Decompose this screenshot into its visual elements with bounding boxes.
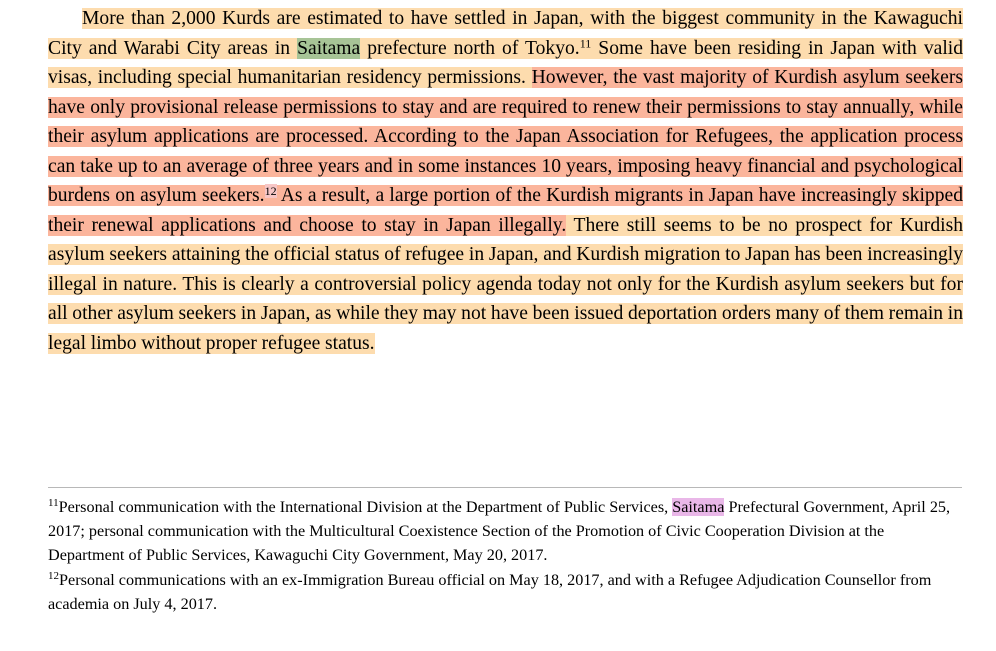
footnote-text: Personal communications with an ex-Immigration Bureau official on May 18, 2017, and with a Refugee Adjudication Counsellor from academia on July 4, 2017. (48, 570, 932, 613)
footnote-ref-12[interactable]: 12 (264, 183, 277, 198)
text-segment: prefecture north of Tokyo. (360, 37, 580, 59)
highlight-saitama-footnote: Saitama (672, 498, 725, 516)
footnote-number: 11 (48, 496, 59, 509)
highlight-salmon (48, 67, 963, 236)
footnote-divider (48, 487, 962, 488)
footnotes (48, 495, 963, 616)
footnote-number: 12 (48, 569, 59, 582)
body-paragraph (48, 4, 963, 359)
text-segment: As a result, a large portion of the Kurdish migrants in Japan have increasingly skipped their renewal applications and choose to stay in Japan illegally. (48, 185, 963, 236)
text-segment: Some have been residing in Japan with valid visas, including special humanitarian residency permissions. (48, 37, 963, 89)
footnote-12 (48, 568, 963, 616)
text-segment: More than 2,000 Kurds are estimated to have settled in Japan, with the biggest community in the Kawaguchi City and Warabi City areas in (48, 8, 963, 59)
footnote-11 (48, 495, 963, 568)
footnote-text: Prefectural Government, April 25, 2017; personal communication with the Multicultural Coexistence Section of the Promotion of Civic Cooperation Division at the Department of Public Services, Kawaguchi City Government, May 20, 2017. (48, 498, 951, 565)
footnote-ref-11[interactable]: 11 (579, 35, 592, 50)
highlight-yellow: There still seems to be no prospect for Kurdish asylum seekers attaining the official status of refugee in Japan, and Kurdish migration to Japan has been increasingly illegal in nature. This is clearly a controversial policy agenda today not only for the Kurdish asylum seekers but for all other asylum seekers in Japan, as while they may not have been issued deportation orders many of them remain in legal limbo without proper refugee status. (48, 214, 964, 355)
text-segment: However, the vast majority of Kurdish asylum seekers have only provisional release permissions to stay and are required to renew their permissions to stay annually, while their asylum applications are processed. According to the Japan Association for Refugees, the application process can take up to an average of three years and in some instances 10 years, imposing heavy financial and psychological burdens on asylum seekers. (48, 67, 964, 207)
footnote-text: Personal communication with the International Division at the Department of Public Services, (58, 498, 673, 516)
highlight-saitama: Saitama (297, 37, 361, 59)
